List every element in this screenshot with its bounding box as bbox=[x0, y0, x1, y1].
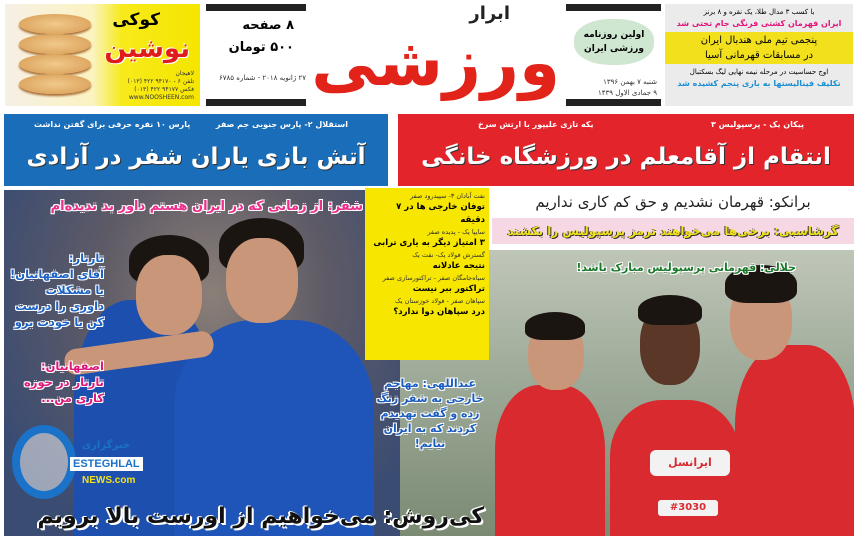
garshasbi-headline: گرشاسبی: برخی‌ها می‌خواهند ترمز پرسپولیس را بکشند bbox=[492, 218, 854, 244]
teaser-headline: پنجمی تیم ملی هندبال ایران bbox=[700, 35, 818, 46]
esteghlal-banner bbox=[4, 114, 388, 186]
page-count: ۸ صفحه bbox=[242, 18, 294, 33]
teaser-line: با کسب ۳ مدال طلا، یک نقره و ۸ برنز bbox=[703, 8, 815, 16]
kicker: پیکان یک - پرسپولیس ۳ bbox=[710, 120, 804, 129]
match-score: سپاهان صفر - فولاد خوزستان یک bbox=[394, 297, 485, 305]
advertisement-noosheen bbox=[5, 4, 200, 106]
match-headline: تراکتور ببر نیست bbox=[412, 284, 485, 294]
kicker: استقلال ۲- پارس جنوبی جم صفر bbox=[215, 120, 348, 129]
cookie-image bbox=[19, 54, 91, 74]
ad-fax: فکس ۹۴۱۷۷ ۴۲۲ (۰۱۳) bbox=[134, 86, 194, 93]
cookie-image bbox=[19, 34, 91, 54]
match-score: نفت آبادان ۳- سپیدرود صفر bbox=[409, 192, 485, 200]
ad-brand-name: نوشین bbox=[104, 34, 190, 64]
abdollahi-quote: عبداللهی: مهاجم خارجی به شفر زنگ زده و گفت تهدیدم کردند که به ایران نیایم! bbox=[376, 377, 484, 450]
match-score: سیاه‌جامگان صفر - تراکتورسازی صفر bbox=[382, 274, 485, 282]
branko-subheadline: برانکو: قهرمان نشدیم و حق کم کاری نداریم bbox=[492, 188, 854, 216]
price: ۵۰۰ تومان bbox=[228, 40, 294, 55]
queiroz-headline: کی‌روش: می‌خواهیم از اورست بالا برویم bbox=[37, 504, 484, 529]
watermark-suffix: NEWS.com bbox=[82, 475, 136, 486]
ad-city: لاهیجان bbox=[175, 70, 194, 77]
watermark-name: ESTEGHLAL bbox=[70, 457, 143, 471]
results-column bbox=[365, 188, 489, 360]
masthead-logo bbox=[311, 2, 570, 106]
price-box bbox=[206, 4, 306, 106]
teaser-headline: در مسابقات قهرمانی آسیا bbox=[704, 50, 814, 61]
quote-title: تارتار: bbox=[68, 251, 104, 265]
jersey-number: #3030 bbox=[658, 500, 718, 516]
headline: آتش بازی یاران شفر در آزادی bbox=[26, 144, 366, 170]
quote-esfahanian bbox=[8, 358, 104, 406]
kicker: پارس ۱۰ نفره حرفی برای گفتن نداشت bbox=[34, 120, 191, 129]
quote-tartar bbox=[8, 250, 104, 330]
match-headline: ۳ امتیاز دیگر به یاری ترابی bbox=[373, 238, 485, 248]
ad-phone: تلفن ۶ - ۹۴۱۷۰ ۴۲۲ (۰۱۳) bbox=[127, 78, 194, 85]
match-headline: نتیجه عادلانه bbox=[432, 261, 485, 271]
date-hijri: ۹ جمادی الاول ۱۴۳۹ bbox=[598, 89, 657, 97]
match-headline: درد سپاهان دوا ندارد؟ bbox=[393, 307, 485, 317]
cookie-image bbox=[19, 74, 91, 94]
teaser-box bbox=[665, 4, 853, 106]
headline: انتقام از آقامعلم در ورزشگاه خانگی bbox=[421, 144, 831, 170]
teaser-headline: ایران قهرمان کشتی فرنگی جام تختی شد bbox=[676, 19, 842, 28]
stamp-badge: اولین روزنامه ورزشی ایران bbox=[574, 19, 654, 65]
date-box bbox=[566, 4, 661, 106]
date-persian: شنبه ۷ بهمن ۱۳۹۶ bbox=[603, 78, 657, 86]
ad-brand-top: کوکی bbox=[112, 10, 160, 30]
match-score: گسترش فولاد یک- نفت یک bbox=[412, 251, 485, 259]
quote-body: آقای اصفهانیان! یا مشکلات داوری را درست کن یا خودت برو bbox=[10, 267, 104, 329]
jalali-quote: جلالی: قهرمانی پرسپولیس مبارک باشد! bbox=[576, 261, 796, 274]
teaser-line: اوج حساسیت در مرحله نیمه نهایی لیگ بسکتبال bbox=[689, 68, 829, 76]
logo-big: ورزشی bbox=[311, 24, 560, 101]
watermark-persian: خبرگزاری bbox=[82, 440, 130, 451]
ball-logo-icon bbox=[12, 425, 76, 499]
quote-body: تارتار در حوزه کاری من... bbox=[24, 375, 104, 405]
quote-title: اصفهانیان: bbox=[41, 359, 104, 373]
photo-headline: شفر: از زمانی که در ایران هستم داور بد ندیده‌ام bbox=[50, 199, 363, 214]
match-headline: توفان خارجی ها در ۷ دقیقه bbox=[396, 202, 485, 225]
issue-line: ۲۷ ژانویه ۲۰۱۸ - شماره ۶۷۸۵ bbox=[219, 74, 306, 82]
ad-website: www.NOOSHEEN.com bbox=[128, 94, 194, 101]
cookie-image bbox=[19, 14, 91, 34]
kicker: یکه تازی علیپور با ارتش سرخ bbox=[478, 120, 594, 129]
persepolis-banner bbox=[398, 114, 854, 186]
logo-small: ابرار bbox=[469, 3, 510, 24]
esteghlal-news-watermark bbox=[12, 425, 147, 501]
teaser-headline: تکلیف فینالیستها به بازی پنجم کشیده شد bbox=[677, 79, 841, 88]
sponsor-logo: ایرانسل bbox=[650, 450, 730, 476]
match-score: سایپا یک - پدیده صفر bbox=[427, 228, 485, 236]
